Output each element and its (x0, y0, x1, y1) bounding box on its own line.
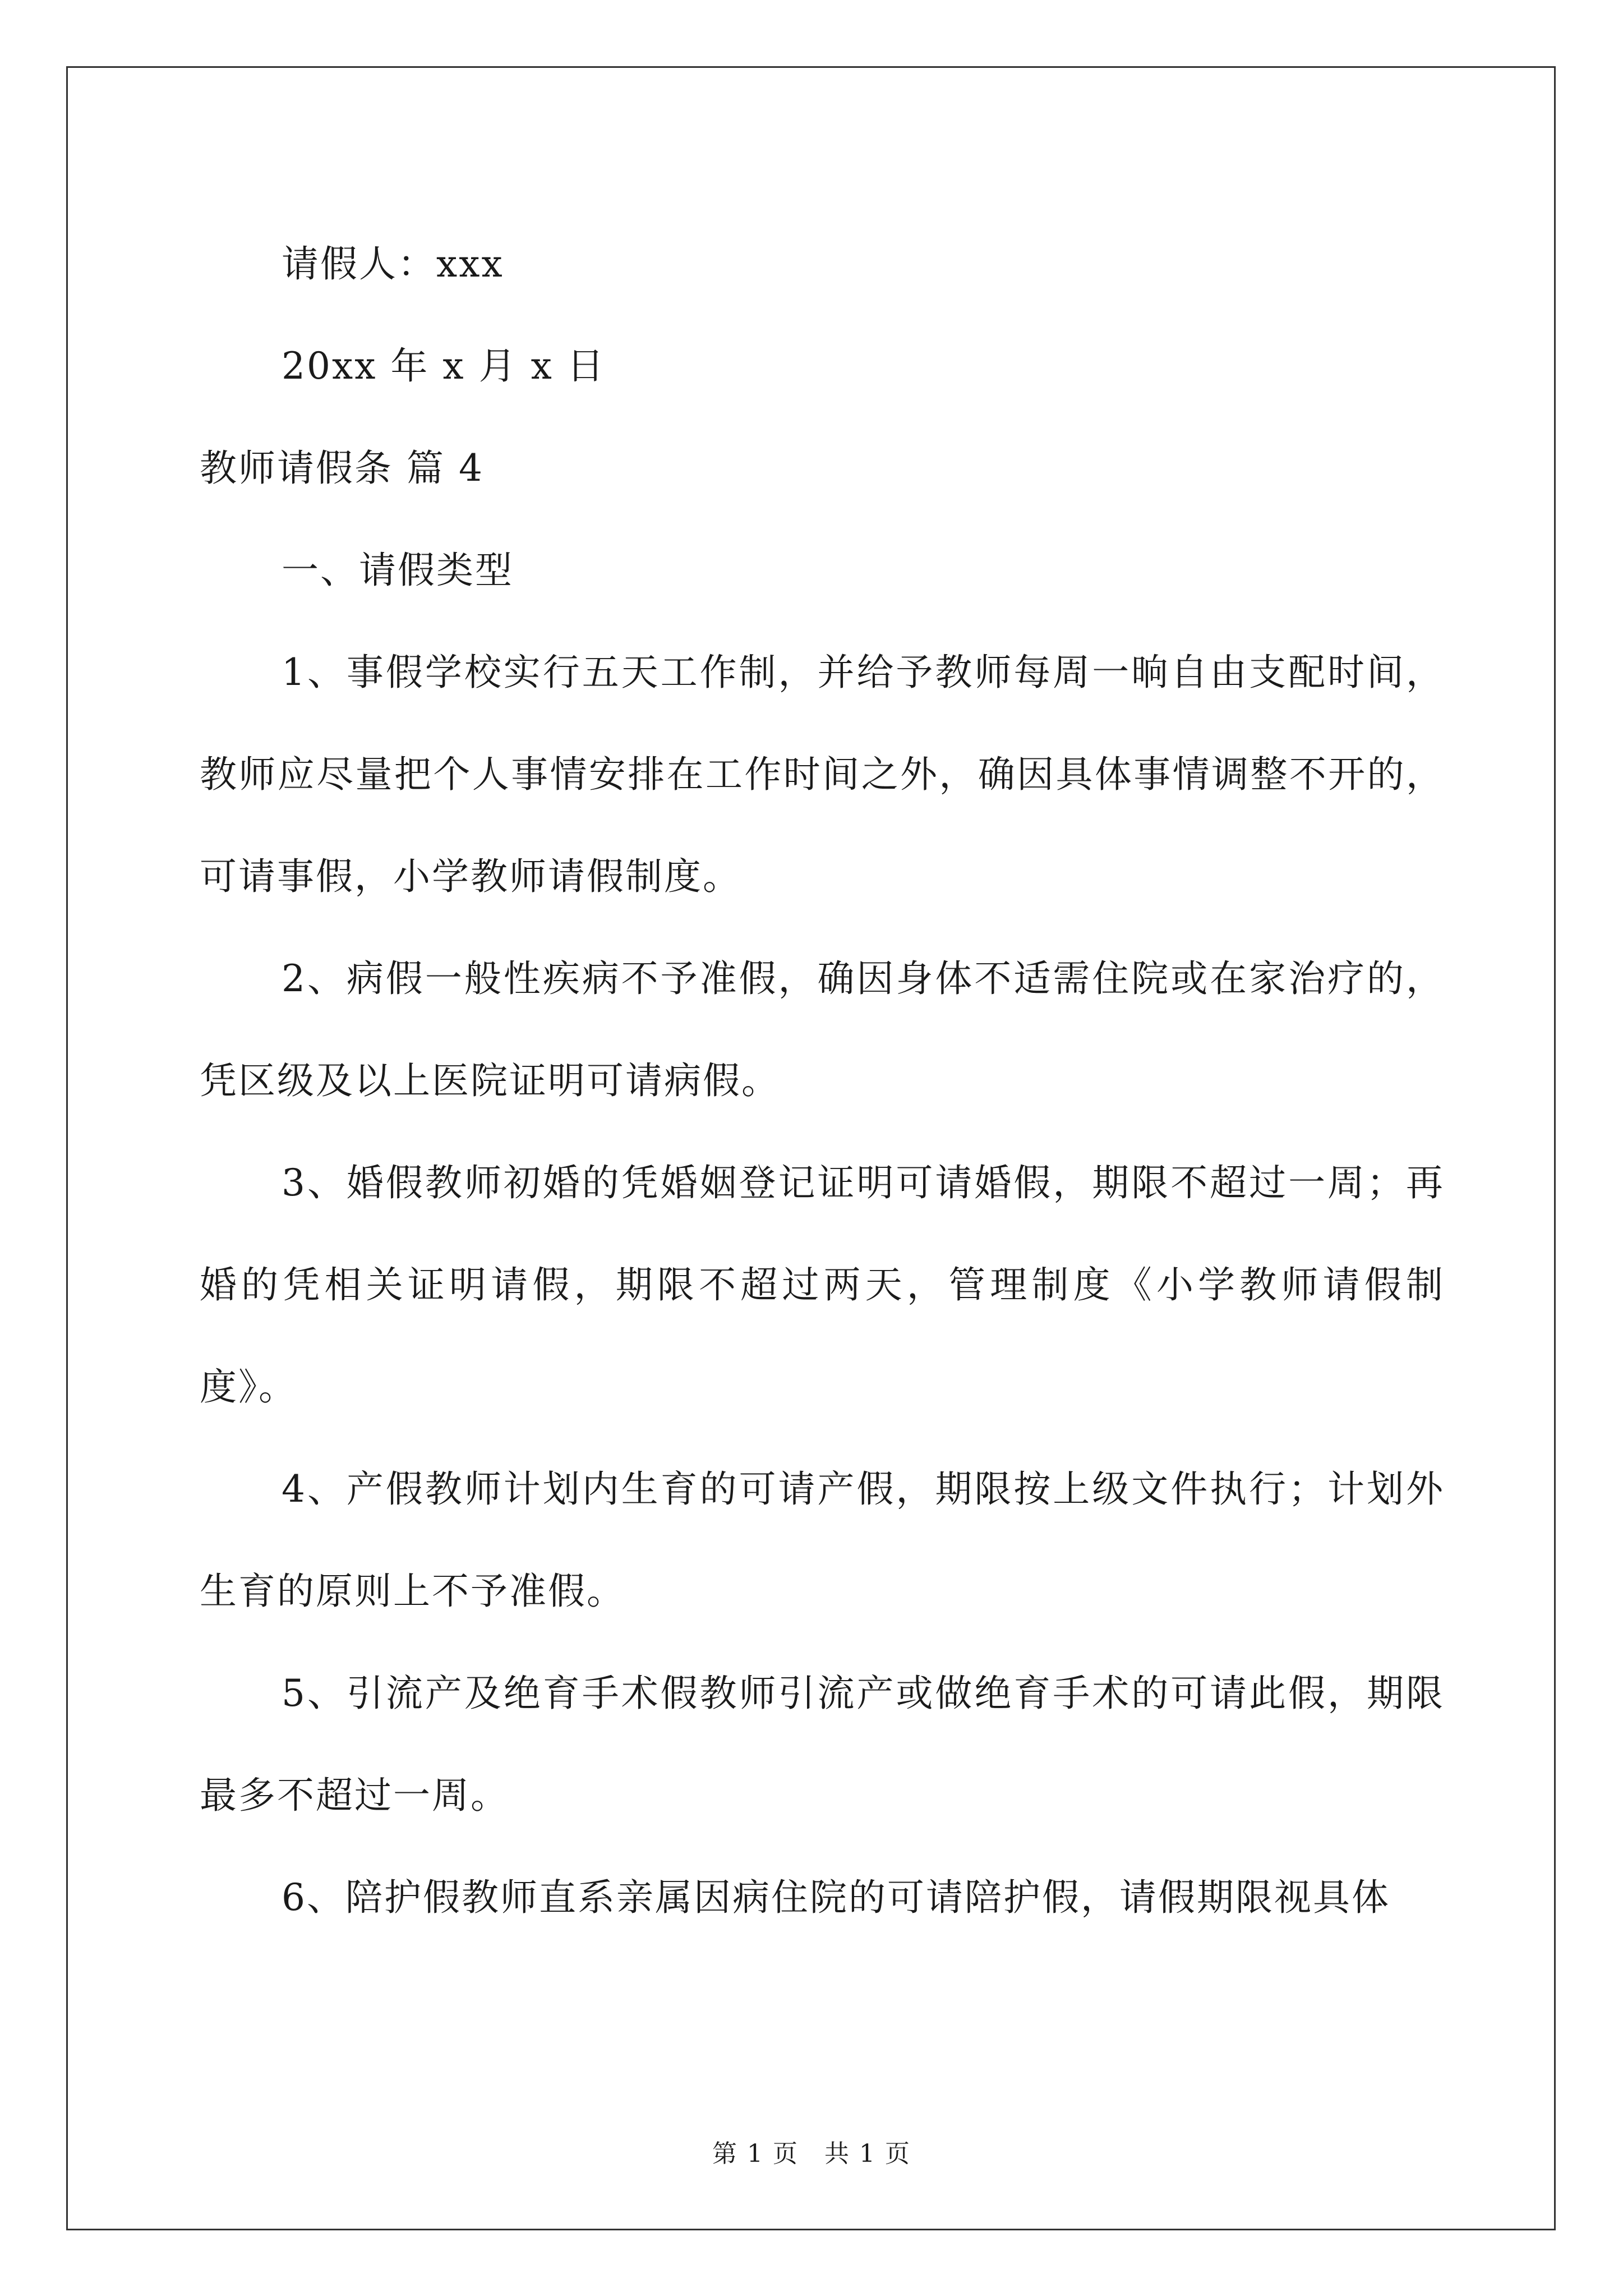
section-title: 教师请假条 篇 4 (200, 447, 484, 490)
document-body (200, 213, 1445, 1949)
paragraph-caregiver-leave: 6、陪护假教师直系亲属因病住院的可请陪护假，请假期限视具体 (282, 1876, 1390, 1919)
applicant-line: 请假人：xxx (282, 242, 504, 286)
paragraph-maternity-leave: 4、产假教师计划内生育的可请产假，期限按上级文件执行；计划外生育的原则上不予准假。 (200, 1467, 1445, 1613)
paragraph-personal-leave: 1、事假学校实行五天工作制，并给予教师每周一晌自由支配时间，教师应尽量把个人事情安排在工作时间之外，确因具体事情调整不开的，可请事假，小学教师请假制度。 (200, 651, 1445, 898)
date-line: 20xx 年 x 月 x 日 (282, 344, 606, 388)
section-heading: 一、请假类型 (282, 549, 514, 592)
page-footer: 第 1 页 共 1 页 (712, 2139, 911, 2168)
paragraph-sick-leave: 2、病假一般性疾病不予准假，确因身体不适需住院或在家治疗的，凭区级及以上医院证明可请病假。 (200, 957, 1445, 1102)
paragraph-marriage-leave: 3、婚假教师初婚的凭婚姻登记证明可请婚假，期限不超过一周；再婚的凭相关证明请假，期限不超过两天，管理制度《小学教师请假制度》。 (200, 1161, 1445, 1409)
paragraph-surgery-leave: 5、引流产及绝育手术假教师引流产或做绝育手术的可请此假，期限最多不超过一周。 (200, 1672, 1445, 1817)
